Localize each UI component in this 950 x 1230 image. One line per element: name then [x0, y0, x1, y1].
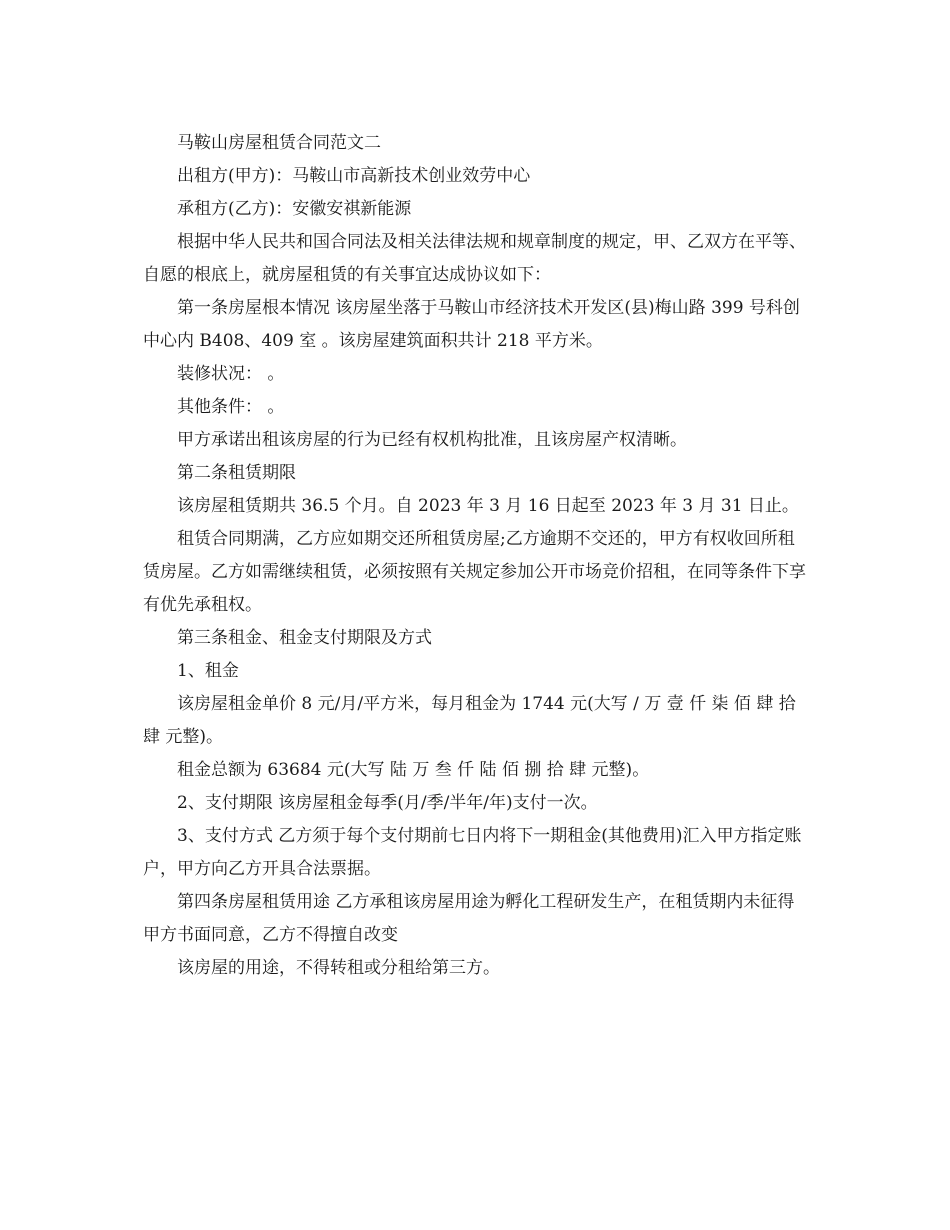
rent-subheading: 1、租金: [177, 661, 239, 681]
payment-period-paragraph: 2、支付期限 该房屋租金每季(月/季/半年/年)支付一次。: [177, 793, 598, 813]
lessor-line: 出租方(甲方)：马鞍山市高新技术创业效劳中心: [177, 166, 531, 186]
preamble-paragraph: 根据中华人民共和国合同法及相关法律法规和规章制度的规定，甲、乙双方在平等、自愿的根底上，就房屋租赁的有关事宜达成协议如下：: [143, 232, 806, 285]
document-body: [143, 127, 808, 985]
article-3-heading: 第三条租金、租金支付期限及方式: [177, 628, 432, 648]
payment-method-paragraph: 3、支付方式 乙方须于每个支付期前七日内将下一期租金(其他费用)汇入甲方指定账户，甲方向乙方开具合法票据。: [143, 826, 802, 879]
rent-unit-price-paragraph: 该房屋租金单价 8 元/月/平方米，每月租金为 1744 元(大写 / 万 壹 仟 柒 佰 肆 拾 肆 元整)。: [143, 694, 796, 747]
lease-term-paragraph: 该房屋租赁期共 36.5 个月。自 2023 年 3 月 16 日起至 2023 年 3 月 31 日止。: [177, 496, 799, 516]
lessor-promise-paragraph: 甲方承诺出租该房屋的行为已经有权机构批准，且该房屋产权清晰。: [177, 430, 687, 450]
document-title: 马鞍山房屋租赁合同范文二: [177, 133, 381, 153]
article-4-paragraph: 第四条房屋租赁用途 乙方承租该房屋用途为孵化工程研发生产，在租赁期内未征得甲方书面同意，乙方不得擅自改变: [143, 892, 795, 945]
usage-restriction-paragraph: 该房屋的用途，不得转租或分租给第三方。: [177, 958, 500, 978]
article-2-heading: 第二条租赁期限: [177, 463, 296, 483]
other-conditions-line: 其他条件： 。: [177, 397, 285, 417]
lease-expiry-paragraph: 租赁合同期满，乙方应如期交还所租赁房屋;乙方逾期不交还的，甲方有权收回所租赁房屋。乙方如需继续租赁，必须按照有关规定参加公开市场竞价招租，在同等条件下享有优先承租权。: [143, 529, 806, 615]
lessee-line: 承租方(乙方)：安徽安祺新能源: [177, 199, 412, 219]
rent-total-paragraph: 租金总额为 63684 元(大写 陆 万 叁 仟 陆 佰 捌 拾 肆 元整)。: [177, 760, 650, 780]
article-1-paragraph: 第一条房屋根本情况 该房屋坐落于马鞍山市经济技术开发区(县)梅山路 399 号科创中心内 B408、409 室 。该房屋建筑面积共计 218 平方米。: [143, 298, 800, 351]
decoration-status-line: 装修状况： 。: [177, 364, 285, 384]
